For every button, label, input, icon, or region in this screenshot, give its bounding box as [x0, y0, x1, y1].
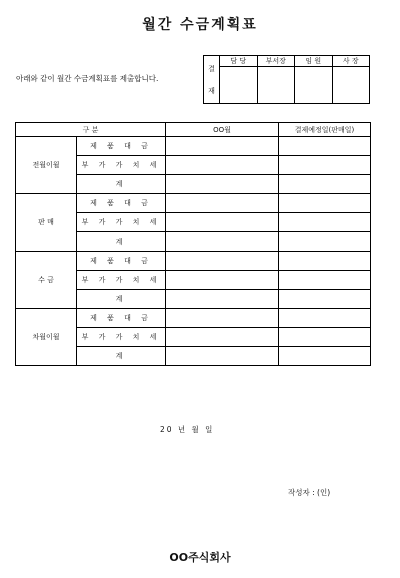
- intro-text: 아래와 같이 월간 수금계획표를 제출합니다.: [16, 74, 159, 83]
- approval-side-label-2: 재: [208, 86, 215, 95]
- group-label: 판 매: [16, 194, 77, 251]
- payment-date-cell[interactable]: [279, 194, 371, 213]
- item-label: 제 품 대 금: [77, 308, 166, 327]
- item-label: 부 가 가 치 세: [77, 270, 166, 289]
- month-amount-cell[interactable]: [166, 327, 279, 346]
- header-category: 구 분: [16, 123, 166, 137]
- payment-date-cell[interactable]: [279, 137, 371, 156]
- signature-cell-executive[interactable]: [295, 67, 333, 104]
- date-line: 20 년 월 일: [160, 425, 215, 434]
- group-label: 전월이월: [16, 137, 77, 194]
- approval-header-dept-head: 부서장: [257, 56, 295, 67]
- payment-date-cell[interactable]: [279, 232, 371, 251]
- item-label: 계: [77, 347, 166, 366]
- item-label: 부 가 가 치 세: [77, 156, 166, 175]
- header-month: OO월: [166, 123, 279, 137]
- payment-date-cell[interactable]: [279, 270, 371, 289]
- item-label: 계: [77, 175, 166, 194]
- payment-date-cell[interactable]: [279, 327, 371, 346]
- month-amount-cell[interactable]: [166, 251, 279, 270]
- table-row: [16, 251, 371, 270]
- month-amount-cell[interactable]: [166, 156, 279, 175]
- item-label: 계: [77, 289, 166, 308]
- payment-date-cell[interactable]: [279, 213, 371, 232]
- item-label: 제 품 대 금: [77, 137, 166, 156]
- month-amount-cell[interactable]: [166, 137, 279, 156]
- month-amount-cell[interactable]: [166, 270, 279, 289]
- approval-header-president: 사 장: [332, 56, 370, 67]
- month-amount-cell[interactable]: [166, 194, 279, 213]
- table-row: [16, 137, 371, 156]
- approval-side-label-1: 결: [208, 64, 215, 73]
- payment-date-cell[interactable]: [279, 156, 371, 175]
- month-amount-cell[interactable]: [166, 347, 279, 366]
- month-amount-cell[interactable]: [166, 308, 279, 327]
- month-amount-cell[interactable]: [166, 232, 279, 251]
- item-label: 제 품 대 금: [77, 194, 166, 213]
- writer-line: 작성자 : (인): [288, 488, 331, 497]
- table-row: [16, 308, 371, 327]
- table-row: [16, 194, 371, 213]
- payment-date-cell[interactable]: [279, 308, 371, 327]
- signature-cell-president[interactable]: [332, 67, 370, 104]
- signature-cell-dept-head[interactable]: [257, 67, 295, 104]
- approval-header-staff: 담 당: [220, 56, 258, 67]
- payment-date-cell[interactable]: [279, 175, 371, 194]
- item-label: 계: [77, 232, 166, 251]
- group-label: 수 금: [16, 251, 77, 308]
- approval-side-label: [204, 56, 220, 104]
- month-amount-cell[interactable]: [166, 175, 279, 194]
- document-title: 월간 수금계획표: [142, 17, 258, 33]
- payment-date-cell[interactable]: [279, 251, 371, 270]
- approval-box: [203, 55, 370, 104]
- month-amount-cell[interactable]: [166, 289, 279, 308]
- company-name: OO주식회사: [169, 551, 231, 564]
- item-label: 부 가 가 치 세: [77, 213, 166, 232]
- collection-plan-table: [15, 122, 371, 366]
- payment-date-cell[interactable]: [279, 347, 371, 366]
- signature-cell-staff[interactable]: [220, 67, 258, 104]
- item-label: 부 가 가 치 세: [77, 327, 166, 346]
- approval-header-executive: 임 원: [295, 56, 333, 67]
- group-label: 차월이월: [16, 308, 77, 365]
- month-amount-cell[interactable]: [166, 213, 279, 232]
- payment-date-cell[interactable]: [279, 289, 371, 308]
- header-payment-date: 결제예정일(판매일): [279, 123, 371, 137]
- item-label: 제 품 대 금: [77, 251, 166, 270]
